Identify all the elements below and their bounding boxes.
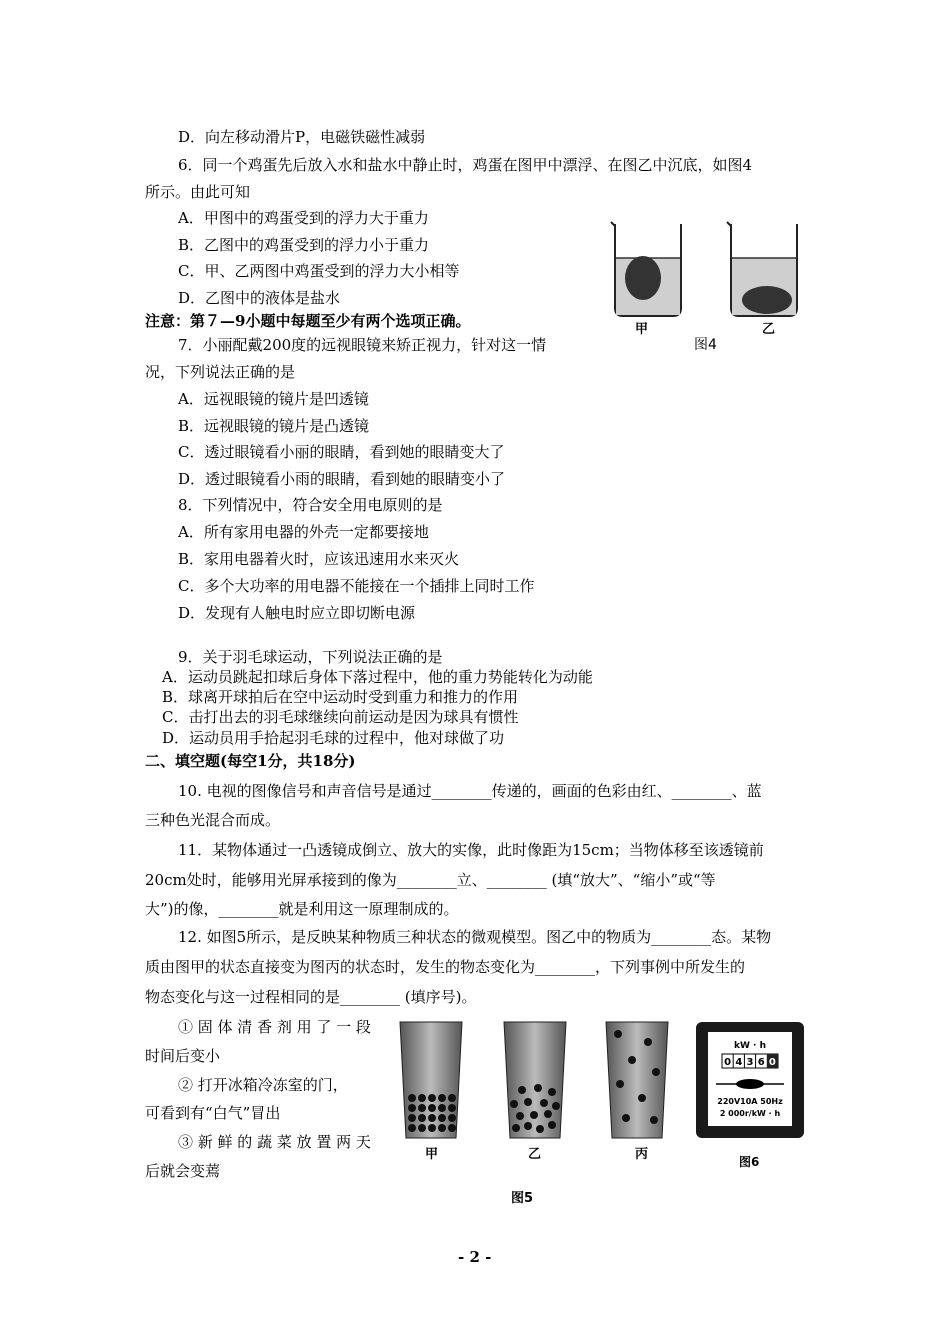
svg-text:3: 3 xyxy=(746,1057,754,1068)
q12-example-1a: ① 固 体 清 香 剂 用 了 一 段 xyxy=(178,1018,371,1036)
q8-stem: 8．下列情况中，符合安全用电原则的是 xyxy=(178,496,443,514)
container-liquid xyxy=(504,1022,566,1138)
q10-line2: 三种色光混合而成。 xyxy=(145,811,281,829)
fig4-label-left: 甲 xyxy=(635,322,649,337)
q12-example-2a: ② 打开冰箱冷冻室的门， xyxy=(178,1076,348,1094)
q6-option-a: A．甲图中的鸡蛋受到的浮力大于重力 xyxy=(178,209,429,227)
section-two-heading: 二、填空题(每空1分，共18分) xyxy=(145,752,356,770)
q9-stem: 9．关于羽毛球运动，下列说法正确的是 xyxy=(178,648,443,666)
fig5-label-a: 甲 xyxy=(425,1147,439,1162)
notice-line: 注意：第７—9小题中每题至少有两个选项正确。 xyxy=(145,312,471,330)
fig6-caption: 图6 xyxy=(739,1155,760,1169)
q10-line1: 10. 电视的图像信号和声音信号是通过________传递的，画面的色彩由红、________、蓝 xyxy=(178,782,762,800)
egg-sunk xyxy=(742,286,792,314)
q11-line1: 11．某物体通过一凸透镜成倒立、放大的实像，此时像距为15cm；当物体移至该透镜前 xyxy=(178,841,764,859)
fig5-label-c: 丙 xyxy=(635,1147,649,1162)
q12-line3: 物态变化与这一过程相同的是________ (填序号)。 xyxy=(145,988,477,1006)
q8-option-a: A．所有家用电器的外壳一定都要接地 xyxy=(178,523,429,541)
fig4-caption: 图4 xyxy=(694,337,717,353)
figure-6-meter xyxy=(694,1020,806,1142)
q7-option-d: D．透过眼镜看小雨的眼睛，看到她的眼睛变小了 xyxy=(178,470,506,488)
q12-example-3a: ③ 新 鲜 的 蔬 菜 放 置 两 天 xyxy=(178,1133,371,1151)
q8-option-b: B．家用电器着火时，应该迅速用水来灭火 xyxy=(178,550,460,568)
q12-line1: 12. 如图5所示，是反映某种物质三种状态的微观模型。图乙中的物质为________态。某物 xyxy=(178,928,772,946)
fig5-label-b: 乙 xyxy=(528,1147,542,1162)
svg-text:4: 4 xyxy=(735,1057,743,1068)
q8-option-c: C．多个大功率的用电器不能接在一个插排上同时工作 xyxy=(178,577,535,595)
egg-floating xyxy=(625,256,661,300)
fig5-caption: 图5 xyxy=(511,1191,534,1206)
svg-text:0: 0 xyxy=(724,1057,732,1068)
q12-example-2b: 可看到有“白气”冒出 xyxy=(145,1104,281,1122)
q6-option-c: C．甲、乙两图中鸡蛋受到的浮力大小相等 xyxy=(178,262,460,280)
meter-unit: kW · h xyxy=(733,1041,767,1051)
q6-option-b: B．乙图中的鸡蛋受到的浮力小于重力 xyxy=(178,236,430,254)
q7-stem-line2: 况，下列说法正确的是 xyxy=(145,363,296,381)
q11-line3: 大”)的像，________就是利用这一原理制成的。 xyxy=(145,900,459,918)
q9-option-c: C．击打出去的羽毛球继续向前运动是因为球具有惯性 xyxy=(162,708,519,726)
q12-example-1b: 时间后变小 xyxy=(145,1047,221,1065)
svg-text:0: 0 xyxy=(768,1057,776,1068)
q7-stem-line1: 7．小丽配戴200度的远视眼镜来矫正视力，针对这一情 xyxy=(178,336,547,354)
figure-4-beakers xyxy=(605,220,805,330)
container-solid xyxy=(400,1022,462,1138)
container-gas xyxy=(606,1022,668,1138)
meter-digits xyxy=(722,1054,778,1068)
q6-option-d: D．乙图中的液体是盐水 xyxy=(178,289,341,307)
figure-5-state-models xyxy=(398,1020,688,1142)
q11-line2: 20cm处时，能够用光屏承接到的像为________立、________ (填“放大”、“缩小”或“等 xyxy=(145,871,716,889)
q9-option-b: B．球离开球拍后在空中运动时受到重力和推力的作用 xyxy=(162,688,519,706)
meter-spec-2: 2 000r/kW · h xyxy=(719,1109,781,1118)
page-number: - 2 - xyxy=(458,1248,492,1266)
q6-stem-line2: 所示。由此可知 xyxy=(145,183,251,201)
q12-example-3b: 后就会变蔫 xyxy=(145,1162,221,1180)
q7-option-a: A．远视眼镜的镜片是凹透镜 xyxy=(178,390,369,408)
q8-option-d: D．发现有人触电时应立即切断电源 xyxy=(178,604,416,622)
q7-option-c: C．透过眼镜看小丽的眼睛，看到她的眼睛变大了 xyxy=(178,443,505,461)
q9-option-a: A．运动员跳起扣球后身体下落过程中，他的重力势能转化为动能 xyxy=(162,668,593,686)
q9-option-d: D．运动员用手拾起羽毛球的过程中，他对球做了功 xyxy=(162,729,505,747)
q7-option-b: B．远视眼镜的镜片是凸透镜 xyxy=(178,417,370,435)
svg-text:6: 6 xyxy=(757,1057,765,1068)
fig4-label-right: 乙 xyxy=(762,322,776,337)
line-option-d: D．向左移动滑片P，电磁铁磁性减弱 xyxy=(178,128,426,146)
meter-spec-1: 220V10A 50Hz xyxy=(717,1097,783,1106)
q6-stem-line1: 6．同一个鸡蛋先后放入水和盐水中静止时，鸡蛋在图甲中漂浮、在图乙中沉底，如图4 xyxy=(178,156,753,174)
q12-line2: 质由图甲的状态直接变为图丙的状态时，发生的物态变化为________，下列事例中所发生的 xyxy=(145,958,746,976)
